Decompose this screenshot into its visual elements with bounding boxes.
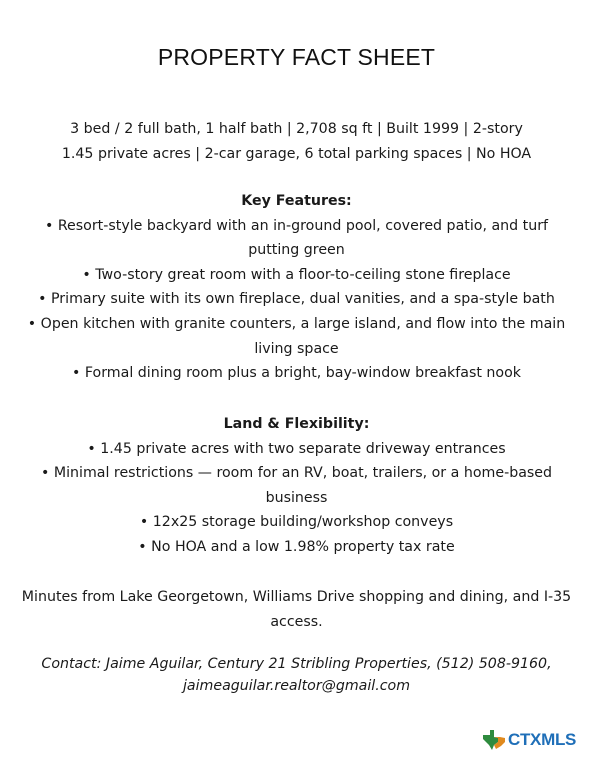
land-item: • No HOA and a low 1.98% property tax rate: [138, 538, 455, 555]
contact-email[interactable]: jaimeaguilar.realtor@gmail.com: [182, 678, 411, 694]
feature-item: • Resort-style backyard with an in-ground pool, covered patio, and turf putting green: [44, 217, 549, 259]
feature-item: • Formal dining room plus a bright, bay-window breakfast nook: [72, 365, 521, 382]
land-item: • Minimal restrictions — room for an RV, boat, trailers, or a home-based business: [40, 465, 553, 506]
key-features-heading: Key Features:: [241, 193, 352, 209]
summary-line-1: 3 bed / 2 full bath, 1 half bath | 2,708 sq ft | Built 1999 | 2-story: [70, 121, 523, 137]
land-flexibility-section: [18, 412, 575, 560]
contact-info: [18, 653, 575, 697]
land-flexibility-heading: Land & Flexibility:: [223, 416, 370, 432]
key-features-section: [18, 189, 575, 386]
logo-text: CTXMLS: [508, 730, 577, 749]
land-item: • 1.45 private acres with two separate driveway entrances: [87, 440, 506, 457]
page-title: PROPERTY FACT SHEET: [157, 44, 436, 70]
land-item: • 12x25 storage building/workshop conveys: [139, 514, 454, 531]
contact-line: Contact: Jaime Aguilar, Century 21 Stribling Properties, (512) 508-9160,: [41, 656, 552, 672]
summary-line-2: 1.45 private acres | 2-car garage, 6 total parking spaces | No HOA: [61, 145, 532, 162]
feature-item: • Primary suite with its own fireplace, dual vanities, and a spa-style bath: [38, 291, 555, 308]
feature-item: • Two-story great room with a floor-to-ceiling stone fireplace: [82, 266, 511, 283]
feature-item: • Open kitchen with granite counters, a large island, and flow into the main living space: [27, 315, 566, 357]
property-summary: [18, 117, 575, 166]
texas-map-icon: [481, 728, 507, 752]
location-note: Minutes from Lake Georgetown, Williams Drive shopping and dining, and I-35 access.: [21, 589, 572, 630]
ctxmls-logo: [481, 727, 576, 753]
